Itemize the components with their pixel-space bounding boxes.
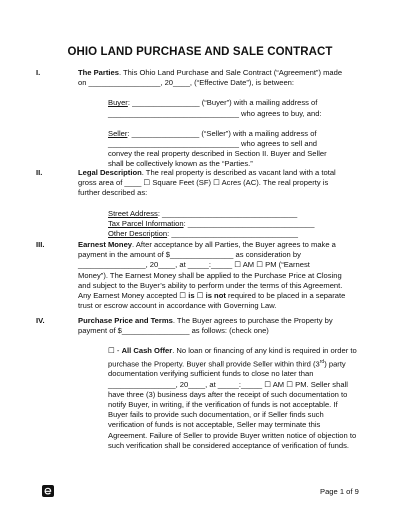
tax-parcel-field[interactable]: : ______________________________ [183,218,315,228]
section-number: I. [36,68,41,77]
street-address-label: Street Address [108,208,158,218]
street-address-field[interactable]: : ________________________________ [157,208,298,218]
buyer-name-field[interactable]: : ________________ (“Buyer”) with a mailing address of [127,98,318,108]
section-number: III. [36,240,45,249]
buyer-address-field[interactable]: _______________________________ who agrees to buy, and: [108,108,322,118]
all-cash-checkbox[interactable]: ☐ - [108,346,122,356]
section-heading: Purchase Price and Terms [78,316,173,325]
seller-label: Seller [108,128,128,138]
document-title: OHIO LAND PURCHASE AND SALE CONTRACT [67,46,333,58]
seller-name-field[interactable]: : ________________ (“Seller”) with a mailing address of [127,128,317,138]
document-page: OHIO LAND PURCHASE AND SALE CONTRACT I. The Parties. This Ohio Land Purchase and Sale Contract (“Agreement”) made on _________________, 20____, (“Effective Date”), is between: Buyer: ________________ (“Buyer”) with a mailing address of _______________________________ who agrees to buy, and: Seller: ________________ (“Seller”) with a mailing address of _______________________________ who agrees to sell and convey the real property described in Section II. Buyer and Seller shall be collectively known as the “Parties.” II. Legal Description. The real property is described as vacant land with a total gross area of ____ ☐ Square Feet (SF) ☐ Acres (AC). The real property is further described as: Street Address: ________________________________ Tax Parcel Information: ______________________________ Other Description: ______________________________ III. Earnest Money. After acceptance by all Parties, the Buyer agrees to make a payment in the amount of $_______________ as consideration by ________________, 20____, at _____:_____ ☐ AM ☐ PM (“Earnest Money”). The Earnest Money shall be applied to the Purchase Price at Closing and subject to the Buyer’s ability to perform under the terms of this Agreement. Any Earnest Money accepted ☐ is ☐ is not required to be placed in a separate trust or escrow account in accordance with Governing Law. IV. Purchase Price and Terms. The Buyer agrees to purchase the Property by payment of $________________ as follows: (check one) ☐ - All Cash Offer. No loan or financing of any kind is required in order to purchase the Property. Buyer shall provide Seller within third (3rd) party documentation verifying sufficient funds to close no later than ________________, 20____, at _____:_____ ☐ AM ☐ PM. Seller shall have three (3) business days after the receipt of such documentation to notify Buyer, in writing, if the verification of funds is not acceptable. If Buyer fails to provide such documentation, or if Seller finds such verification of funds is not acceptable, Seller may terminate this Agreement. Failure of Seller to provide Buyer written notice of objection to such verification shall be considered acceptance of verification of funds. Page 1 of 9 [0,0,400,518]
section-number: IV. [36,316,45,325]
eforms-logo-icon [41,484,55,498]
other-description-field[interactable]: : ______________________________ [167,229,299,239]
all-cash-offer-option: ☐ - All Cash Offer. No loan or financing of any kind is required in order to purchase the Property. Buyer shall provide Seller within third (3rd) party documentation verifying sufficient funds to close no later than ________________, 20____, at _____:_____ ☐ AM ☐ PM. Seller shall have three (3) business days after the receipt of such documentation to notify Buyer, in writing, if the verification of funds is not acceptable. If Buyer fails to provide such documentation, or if Seller finds such verification of funds is not acceptable, Seller may terminate this Agreement. Failure of Seller to provide Buyer written notice of objection to such verification shall be considered acceptance of verification of funds. [78,346,366,451]
section-heading: Earnest Money [78,240,133,249]
other-description-label: Other Description [108,229,168,239]
funds-deadline-field[interactable]: ________________, 20____, at _____:_____ ☐ AM ☐ PM. Seller shall [108,379,348,389]
buyer-label: Buyer [108,98,128,108]
seller-address-field[interactable]: _______________________________ who agrees to sell and [108,139,318,149]
section-number: II. [36,168,43,177]
page-number: Page 1 of 9 [320,487,359,496]
section-heading: Legal Description [78,168,142,177]
tax-parcel-label: Tax Parcel Information [108,218,184,228]
section-heading: The Parties [78,68,119,77]
